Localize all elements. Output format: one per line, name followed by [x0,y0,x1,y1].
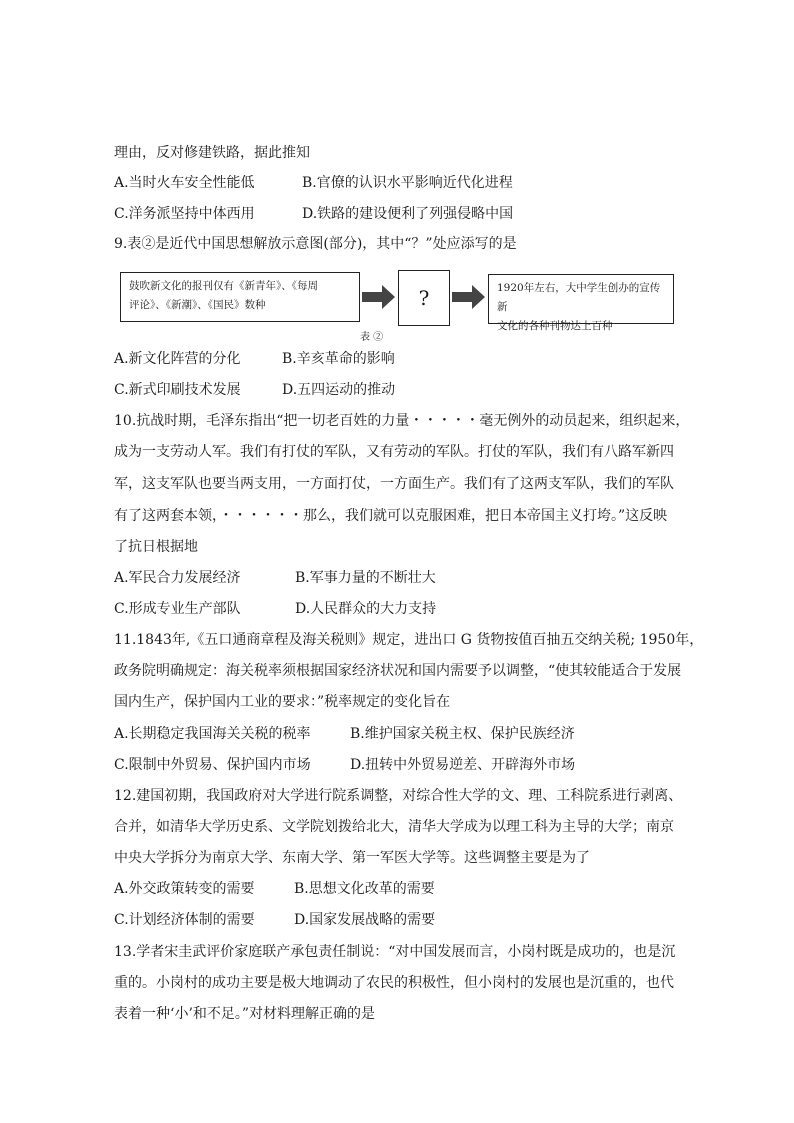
thought-liberation-diagram [114,266,674,346]
q8-option-a: A.当时火车安全性能低 [114,175,255,191]
diagram-right-line1: 1920年左右，大中学生创办的宣传新 [497,282,661,313]
diagram-arrow-1-icon [362,284,396,310]
q11-stem-line-2: 政务院明确规定：海关税率须根据国家经济状况和国内需要予以调整，“使其较能适合于发展 [114,663,682,679]
q10-stem-line-2: 成为一支劳动人军。我们有打仗的军队，又有劳动的军队。打仗的军队，我们有八路军新四 [114,444,674,460]
diagram-caption: 表 ② [360,332,384,343]
q10-stem-line-4: 有了这两套本领，・・・・・・那么，我们就可以克服困难，把日本帝国主义打垮。”这反映 [114,508,668,524]
q9-option-b: B.辛亥革命的影响 [282,351,395,367]
q12-option-b: B.思想文化改革的需要 [294,881,435,897]
diagram-right-line2: 文化的各种刊物达上百种 [497,320,613,332]
q12-option-a: A.外交政策转变的需要 [114,881,255,897]
diagram-left-box [120,272,360,322]
q11-option-d: D.扭转中外贸易逆差、开辟海外市场 [350,757,576,773]
diagram-left-line2: 评论》、《新潮》、《国民》数种 [129,299,266,311]
q12-stem-line-2: 合并，如清华大学历史系、文学院划拨给北大，清华大学成为以理工科为主导的大学；南京 [114,819,674,835]
q11-option-b: B.维护国家关税主权、保护民族经济 [350,726,575,742]
q12-stem-line-3: 中央大学拆分为南京大学、东南大学、第一军医大学等。这些调整主要是为了 [114,850,590,866]
q13-stem-line-2: 重的。小岗村的成功主要是极大地调动了农民的积极性，但小岗村的发展也是沉重的，也代 [114,975,674,991]
q9-option-c: C.新式印刷技术发展 [114,382,241,398]
q10-stem-line-3: 军，这支军队也要当两支用，一方面打仗，一方面生产。我们有了这两支军队，我们的军队 [114,476,674,492]
q12-option-d: D.国家发展战略的需要 [294,912,436,928]
q9-option-a: A.新文化阵营的分化 [114,351,241,367]
diagram-question-box: ? [398,270,450,326]
q10-stem-line-5: 了抗日根据地 [114,539,198,555]
diagram-left-line1: 鼓吹新文化的报刊仅有《新青年》、《每周 [129,280,318,292]
diagram-arrow-2-icon [452,284,486,310]
q12-stem-line-1: 12.建国初期，我国政府对大学进行院系调整，对综合性大学的文、理、工科院系进行剥离、 [114,788,683,804]
q13-stem-line-3: 表着一种‘小’和不足。”对材料理解正确的是 [114,1006,376,1022]
q11-option-a: A.长期稳定我国海关关税的税率 [114,726,311,742]
q8-stem-tail: 理由，反对修建铁路，据此推知 [114,145,310,161]
q8-option-d: D.铁路的建设便利了列强侵略中国 [302,206,514,222]
q8-option-b: B.官僚的认识水平影响近代化进程 [302,175,513,191]
q11-stem-line-1: 11.1843年,《五口通商章程及海关税则》规定，进出口 G 货物按值百抽五交纳关税; 1950年， [114,632,704,648]
q11-option-c: C.限制中外贸易、保护国内市场 [114,757,311,773]
q11-stem-line-3: 国内生产，保护国内工业的要求：”税率规定的变化旨在 [114,694,451,710]
diagram-right-box [488,274,674,332]
q13-stem-line-1: 13.学者宋圭武评价家庭联产承包责任制说：“对中国发展而言，小岗村既是成功的，也是沉 [114,944,676,960]
q10-option-a: A.军民合力发展经济 [114,570,241,586]
q10-option-b: B.军事力量的不断壮大 [295,570,436,586]
q10-stem-line-1: 10.抗战时期，毛泽东指出“把一切老百姓的力量・・・・・毫无例外的动员起来，组织起来， [114,413,690,429]
q8-option-c: C.洋务派坚持中体西用 [114,206,255,222]
q10-option-c: C.形成专业生产部队 [114,601,241,617]
q12-option-c: C.计划经济体制的需要 [114,912,255,928]
q9-stem: 9.表②是近代中国思想解放示意图(部分)，其中“？”处应添写的是 [114,236,517,252]
q10-option-d: D.人民群众的大力支持 [295,601,437,617]
q9-option-d: D.五四运动的推动 [282,382,396,398]
